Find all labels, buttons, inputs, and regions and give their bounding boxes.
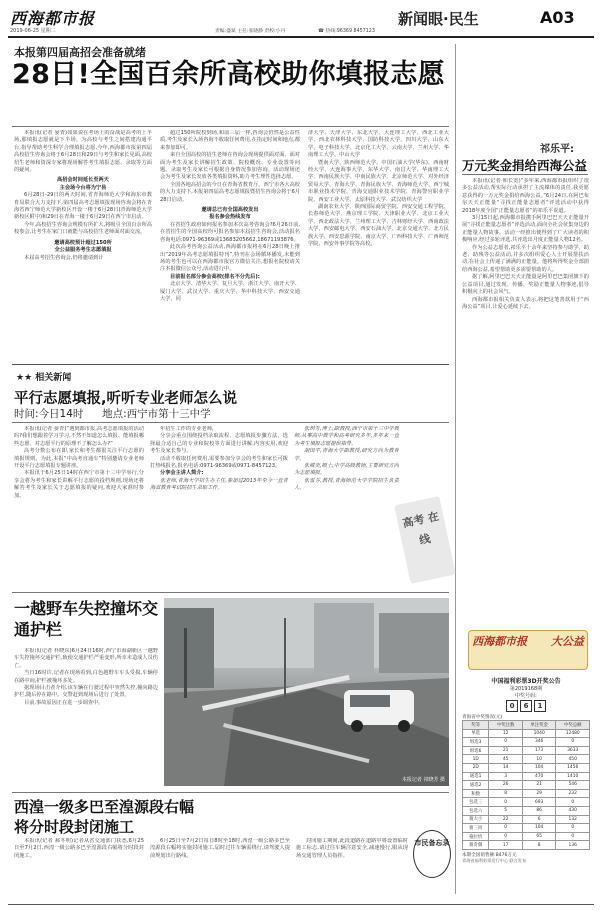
photo-drawing <box>164 598 449 786</box>
masthead-hotline <box>318 27 375 34</box>
related-top-rule <box>12 364 449 365</box>
lead-para: 6月28日-29日的两天时间,省青海师范大学和海东市教育局联合大力支持下,第四届高考志愿填报现场咨询会将在青海省西宁师范大学新校区开设一楼于6月28日(青海师范大学新校区附中)和29日在青海一楼于6月29日在西宁市启动。 <box>14 192 152 221</box>
lottery-cell: 346 <box>522 738 556 747</box>
lottery-issue: 第2019168期 <box>509 686 543 692</box>
lottery-row <box>463 729 590 738</box>
lottery-cell: 1040 <box>522 729 556 738</box>
memo-badge: 市民备忘录 <box>413 830 451 878</box>
lottery-cell: 0 <box>489 832 523 841</box>
guard-top-rule <box>12 592 449 593</box>
lead-para: 本报讯(记者 晏青)如果说在考场上的奋战是高考的上半场,那填报志愿就是下半场。为高校与考生之间搭建沟通平台,指导帮助考生科学合理填报志愿,今年,西海都市报第四届高校招生咨询会将于6月28日和29日与考生和家长见面,高校招生老师和资深专家将现场解答考生填报志愿、录取等方面的疑问。 <box>14 130 152 174</box>
lead-subhead: 邀请总已有全国高校发出 <box>201 207 259 214</box>
related-para: 高考分数公布在即,家长和考生都很关注平行志愿的填报规则。为此,本报“中高考直通车”特别邀请专业老师开设平行志愿填报专题讲座。 <box>14 448 144 470</box>
lottery-box <box>462 676 590 901</box>
lead-headline: 28日!全国百余所高校助你填报志愿 <box>12 59 445 90</box>
related-meta <box>14 406 211 421</box>
lottery-cell: 1410 <box>556 772 590 781</box>
related-subhead: 分享会主讲人简介: <box>160 470 204 477</box>
photo-caption: 本报记者 祁晓芳 摄 <box>401 777 445 783</box>
lottery-header: 中奖注数 <box>489 721 523 730</box>
date: 2019-06-25 <box>10 28 40 34</box>
lottery-cell: 29 <box>522 789 556 798</box>
masthead-date <box>10 27 56 34</box>
masthead-rule <box>8 36 594 38</box>
lottery-row <box>463 798 590 807</box>
lottery-cell: 1456 <box>556 763 590 772</box>
lottery-cell: 组选6 <box>463 746 489 755</box>
lottery-row <box>463 763 590 772</box>
advert-headline: 万元奖金捐给西海公益 <box>462 158 588 173</box>
lead-subhead: 高招会时间延长至两天 <box>57 177 109 184</box>
lottery-cell: 0 <box>556 832 590 841</box>
lottery-cell: 通选2 <box>463 781 489 790</box>
lottery-cell: 单选 <box>463 729 489 738</box>
advert-masthead: 祁乐平: <box>540 144 574 155</box>
lead-subhead: 目前报名部分参会高校(排名不分先后): <box>170 273 260 280</box>
lead-para: 暨南大学、陕西师范大学、中国石油大学(华东)、西南财经大学、大连海事大学、东华大学、南昌大学、华南理工大学、西南民族大学、中南民族大学、北京师范大学、对外经济贸易大学、青海大学、青海民族大学、青海师范大学、西宁城市职业技术学院、青海交通职业技术学院、青海警官职业学院、西安工业大学、太原科技大学、武汉纺织大学 <box>308 159 449 203</box>
lead-subhead: 报名参会热线发布 <box>209 214 251 221</box>
lead-col-2 <box>160 130 300 360</box>
road-top-rule <box>12 792 449 793</box>
page-number: A03 <box>540 8 575 27</box>
road-col-2 <box>150 838 290 900</box>
related-para: 活动不收取任何费用,需要参加分享会的考生和家长可拨打热线报名,报名电话:0971-96369或0971-8457123。 <box>150 455 288 470</box>
section-title: 新闻眼·民生 <box>398 10 479 28</box>
lead-subhead: 全公益服务考生志愿填报 <box>54 247 112 254</box>
lottery-cell: 和数 <box>463 789 489 798</box>
lottery-row <box>463 824 590 833</box>
lead-para: 北京大学、清华大学、复旦大学、浙江大学、南开大学、厦门大学、武汉大学、重庆大学、华中科技大学、西安交通大学、同 <box>160 281 300 302</box>
related-headline: 平行志愿填报,听听专业老师怎么说 <box>14 391 238 407</box>
lead-col-1 <box>14 130 152 360</box>
lottery-title: 中国福利彩票3D开奖公告 <box>491 678 561 685</box>
advert-para: 西海都市报相关负责人表示,将把这笔善款用于“西海公益”项目,让爱心延续下去。 <box>462 296 589 310</box>
related-col-1 <box>14 426 144 588</box>
right-column-divider <box>455 44 456 894</box>
lead-rule <box>12 126 449 127</box>
lead-para: 此次高考咨询公益活动,西海都市报将在6月28日晚上推出“2019年高考志愿填报特刊”,特刊在会场循环播发,未能到场的考生也可以在西海都市报官方微信关注,想报名院校请关注本报微信公众号,活动进行中。 <box>160 244 300 273</box>
lottery-cell: 猜大小 <box>463 815 489 824</box>
lottery-cell: 8 <box>489 789 523 798</box>
advert-stamp <box>468 630 588 670</box>
lead-para: 全国各地高招会的今日在青海省教育厅、西宁市各大高校的大力支持下,本报第四届高考志愿填报暨招生咨询会将于6月28日启动。 <box>160 181 300 203</box>
lead-para: 在省招生政府如何报名参加本次高考咨询会?6月26日前,在省招生的全国高校均可报名参加本届招生咨询会,活动报名咨询电话:0971-96369或13683205662,18671193876。 <box>160 221 300 243</box>
lottery-row <box>463 789 590 798</box>
lottery-total: 本期全国销售额:8476万元 <box>462 852 517 858</box>
related-para: 胡国平,青海大学副教授,研究方向为教育学。 <box>294 448 399 462</box>
related-rule <box>12 422 449 423</box>
related-time: 时间:今日14时 <box>14 408 84 420</box>
stamp-logo-icon: 西海都市报 大公益 <box>472 635 584 648</box>
star-icon: ★★ <box>16 373 33 383</box>
lead-para: 本届高考招生咨询会,仍将邀请到计 <box>24 254 104 261</box>
road-para: 封闭施工期间,此段道路在道路中将设置临时施工标志,请过往车辆注意安全,减速慢行,服从现场交通管理人员指挥。 <box>296 838 408 859</box>
lottery-cell: 45 <box>489 755 523 764</box>
lottery-header: 单注奖金 <box>522 721 556 730</box>
lottery-balls <box>462 700 590 712</box>
lottery-cell: 470 <box>522 772 556 781</box>
lottery-ball: 0 <box>506 700 518 712</box>
lead-kicker: 本报第四届高招会准备就绪 <box>14 46 146 59</box>
hotline-number: 96369 8457123 <box>336 29 375 34</box>
lottery-cell: 6 <box>522 815 556 824</box>
lottery-cell: 232 <box>556 789 590 798</box>
lottery-cell: 包选六 <box>463 806 489 815</box>
masthead-logo: 西海都市报 <box>10 9 96 28</box>
related-label <box>16 370 71 383</box>
guard-headline: 一越野车失控撞坏交通护栏 <box>14 599 159 639</box>
lottery-cell: 3 <box>489 772 523 781</box>
guard-para: 本报讯(记者 朴晓东)6月24日16时,西宁市海湖新区一越野车失控撞坏交通护栏,致使交通护栏严重变形,所幸未造成人员伤亡。 <box>14 648 158 669</box>
road-headline-2: 将分时段封闭施工 <box>14 818 135 836</box>
lottery-cell: 包选三 <box>463 798 489 807</box>
lottery-cell: 8 <box>522 841 556 850</box>
lottery-cell: 86 <box>522 806 556 815</box>
lottery-row <box>463 781 590 790</box>
lottery-cell: 0 <box>489 824 523 833</box>
lottery-cell: 猜三同 <box>463 824 489 833</box>
lottery-cell: 430 <box>556 806 590 815</box>
advert-body <box>462 178 589 626</box>
guard-para: 据现场目击者介绍,该车辆在行驶过程中突然失控,撞向路边护栏,随后停在路中。交警赶到现场后进行了处置。 <box>14 685 158 699</box>
lead-subhead: 主会场今台将为宁县 <box>59 184 107 191</box>
weekday: 星期二 <box>40 28 56 34</box>
advert-para: 本报讯(记者 和长宽)“多年来,西海都市报组织了很多公益活动,帮实际行动承担了主流媒体的责任,我更愿意获得的一万元奖金捐给西海公益。”6月24日,在阿巴布尔天天正能量“寻找正能量志愿者”评选活动中获得2018年度全国“正能量志愿者”的祁乐平说道。 <box>462 178 589 214</box>
guard-para: 当日16时许,记者在现场看到,白色越野车车头受损,车辆停在路中间,护栏被撞坏多处。 <box>14 670 158 684</box>
lottery-cell: 104 <box>522 763 556 772</box>
road-col-3 <box>296 838 408 900</box>
lottery-sub: 青海省中奖情况(元) <box>462 715 503 720</box>
road-headline-1: 西湟一级多巴至湟源段右幅 <box>14 798 195 816</box>
related-label-text: 相关新闻 <box>35 373 72 383</box>
lottery-footer: 青海省福利彩票发行中心 联合发布 <box>462 857 527 863</box>
lottery-cell: 12480 <box>556 729 590 738</box>
lottery-row <box>463 755 590 764</box>
lottery-cell: 1D <box>463 755 489 764</box>
related-para: 张城奕,硕士,中学高级教师,主要研究方向为志愿填报。 <box>294 463 399 477</box>
lottery-row <box>463 806 590 815</box>
related-para: 年招生工作的专业老师, <box>160 426 214 432</box>
guard-para: 目前,事故原因正在进一步调查中。 <box>24 699 104 706</box>
related-para: 张老师,青海大学招生办主任,参加过2013年至今一直青海省教育考试院招生录取工作。 <box>150 477 288 492</box>
related-para: 张玥芳,博士,副教授,西宁市第十三中学教师,从事高中教学和高考研究多年,多年来一直为考生填报志愿提供指导。 <box>294 426 399 447</box>
lottery-header-row <box>463 721 590 730</box>
lottery-cell: 132 <box>556 815 590 824</box>
guard-body <box>14 648 158 788</box>
lottery-cell: 136 <box>556 841 590 850</box>
lottery-cell: 21 <box>522 781 556 790</box>
lottery-number-label: 中奖号码: <box>515 693 537 699</box>
lottery-cell: 21 <box>489 746 523 755</box>
lottery-row <box>463 815 590 824</box>
lottery-cell: 5 <box>489 806 523 815</box>
related-para: 本报讯(记者 晏青)“遇到都市报,高考志愿填报的活动吗?我们想跟着学习学习,不然不知道怎么填报、能填报哪些志愿、对志愿平行的原理不了解怎么办?” <box>14 426 144 447</box>
lead-para: 今年,高校招生咨询会规模有所扩大,将吸引全国百余所高校参会,让考生在家门口就能与高校招生老师面对面交流。 <box>14 221 152 236</box>
lottery-row <box>463 738 590 747</box>
lottery-cell: 猜奇偶 <box>463 841 489 850</box>
accident-photo <box>164 598 449 786</box>
lead-col-3 <box>308 130 449 360</box>
lottery-cell: 10 <box>522 755 556 764</box>
related-col-3 <box>294 426 399 588</box>
related-col-2 <box>150 426 288 588</box>
lottery-cell: 104 <box>522 824 556 833</box>
lottery-cell: 65 <box>522 832 556 841</box>
lottery-cell: 14 <box>489 763 523 772</box>
lottery-cell: 0 <box>489 798 523 807</box>
lottery-cell: 0 <box>556 824 590 833</box>
lottery-row <box>463 772 590 781</box>
lottery-cell: 450 <box>556 755 590 764</box>
advert-para: 据了解,阿里巴巴天天正能量是阿里巴巴集团旗下的公益项目,通过发现、传播、奖励正能量人物事迹,倡导积极向上的社会风气。 <box>462 274 589 296</box>
lead-subhead: 邀请高校预计超过150所 <box>54 239 112 246</box>
sticker-text: 高考 在线 <box>401 509 441 548</box>
advert-para: 3月15日起,西海都市报携手阿里巴巴天天正能量开展“寻找正能量志愿者”评选活动,面向全社会征集身边的正能量人物故事。活动一经推出便得到了广大读者的积极响应,经过多轮评选,共评选出月度正能量人物12名。 <box>462 215 589 244</box>
lottery-header: 奖等 <box>463 721 489 730</box>
lottery-cell: 546 <box>556 781 590 790</box>
lottery-cell: 0 <box>556 798 590 807</box>
lottery-cell: 拖拉机 <box>463 832 489 841</box>
lottery-cell: 2D <box>463 763 489 772</box>
lottery-cell: 组选3 <box>463 738 489 747</box>
related-para: 分享会重点围绕投档录取流程、志愿填报步骤方法、选择最合适自己的专业和院校等方面进行讲解,内容实用,欢迎考生及家长参与。 <box>150 433 288 455</box>
related-para: 本报讯于6月25日14时在西宁市第十三中学举行,分享会将为考生和家长讲解平行志愿的投档规则,现场还将解答考生及家长关于志愿填报的疑问,欢迎大家准时参加。 <box>14 470 144 499</box>
lead-para: 超过150所院校到场,和前三届一样,咨询会仍然是公益性质,考生及家长入场咨询不收取任何费用,在指定时间和地点,都来参加即可。 <box>160 130 300 151</box>
lottery-cell: 0 <box>556 738 590 747</box>
lottery-ball: 6 <box>520 700 532 712</box>
lottery-cell: 通选1 <box>463 772 489 781</box>
related-sticker <box>394 496 456 584</box>
hotline-label: 热线: <box>325 29 337 34</box>
advert-para: 作为公益志愿者,祁乐平十余年来坚持参与助学、助老、助残等公益活动,并多次组织爱心人士开展帮扶活动,在社会上传递了满满的正能量。他将所得奖金全部捐给西海公益,希望帮助更多需要帮助的人。 <box>462 244 589 273</box>
lottery-cell: 3633 <box>556 746 590 755</box>
phone-icon: ☎ <box>318 29 324 34</box>
lead-para: 来自全国高校的招生老师在咨询会现场提供面对面、面对面为考生及家长讲解招生政策、院校概况、专业设置等问题。录取考生及家长可根据自身情况参加咨询。活动现场还会为考生及家长发放各类填报资料,助力考生理性选择志愿。 <box>160 152 300 181</box>
lottery-cell: 12 <box>489 729 523 738</box>
lottery-cell: 22 <box>489 815 523 824</box>
lottery-cell: 26 <box>489 781 523 790</box>
lottery-table <box>462 720 590 850</box>
lottery-cell: 0 <box>489 738 523 747</box>
lottery-cell: 173 <box>522 746 556 755</box>
lead-para: 湖南农业大学、陕西国际商贸学院、西安交通工程学院、长春师范大学、燕京理工学院、天津职业大学、北京工业大学、西北政法大学、兰州理工大学、吉林财经大学、西南政法大学、西安邮电大学、西安石油大学、北京交通大学、北方民族大学、西安思源学院、南京大学、广西科技大学、广西师范学院、西安外事学院等高校。 <box>308 204 449 248</box>
road-para: 本报讯(记者 郝冬明)记者从省交通部门获悉,6月25日至7月2日,西湟一级公路多巴至湟源段右幅将分时段封闭施工。 <box>14 838 144 859</box>
masthead-editor: 责编:盛斌 主任:张晓静 责校:小丹 <box>215 29 286 34</box>
advert-rule <box>462 174 588 175</box>
lottery-row <box>463 746 590 755</box>
lottery-row <box>463 841 590 850</box>
bottom-rule <box>8 904 594 905</box>
lottery-row <box>463 832 590 841</box>
related-para: 张雪芬,教授,青海师范大学学院招生负责人。 <box>294 477 399 492</box>
related-place: 地点:西宁市第十三中学 <box>102 408 211 420</box>
lead-para: 济大学、天津大学、东北大学、大连理工大学、西北工业大学、西北农林科技大学、国防科技大学、四川大学、山东大学、电子科技大学、北京化工大学、云南大学、兰州大学、华南理工大学、中山大学 <box>308 130 449 159</box>
lottery-header: 中奖总额 <box>556 721 590 730</box>
lottery-cell: 693 <box>522 798 556 807</box>
lottery-cell: 17 <box>489 841 523 850</box>
road-col-1 <box>14 838 144 900</box>
lottery-ball: 1 <box>534 700 546 712</box>
road-para: 6月25日至7月2日每日8时至18时,西湟一级公路多巴至湟源段右幅将实施封闭施工,届时过往车辆需绕行,请驾驶人提前规划出行路线。 <box>150 838 290 859</box>
